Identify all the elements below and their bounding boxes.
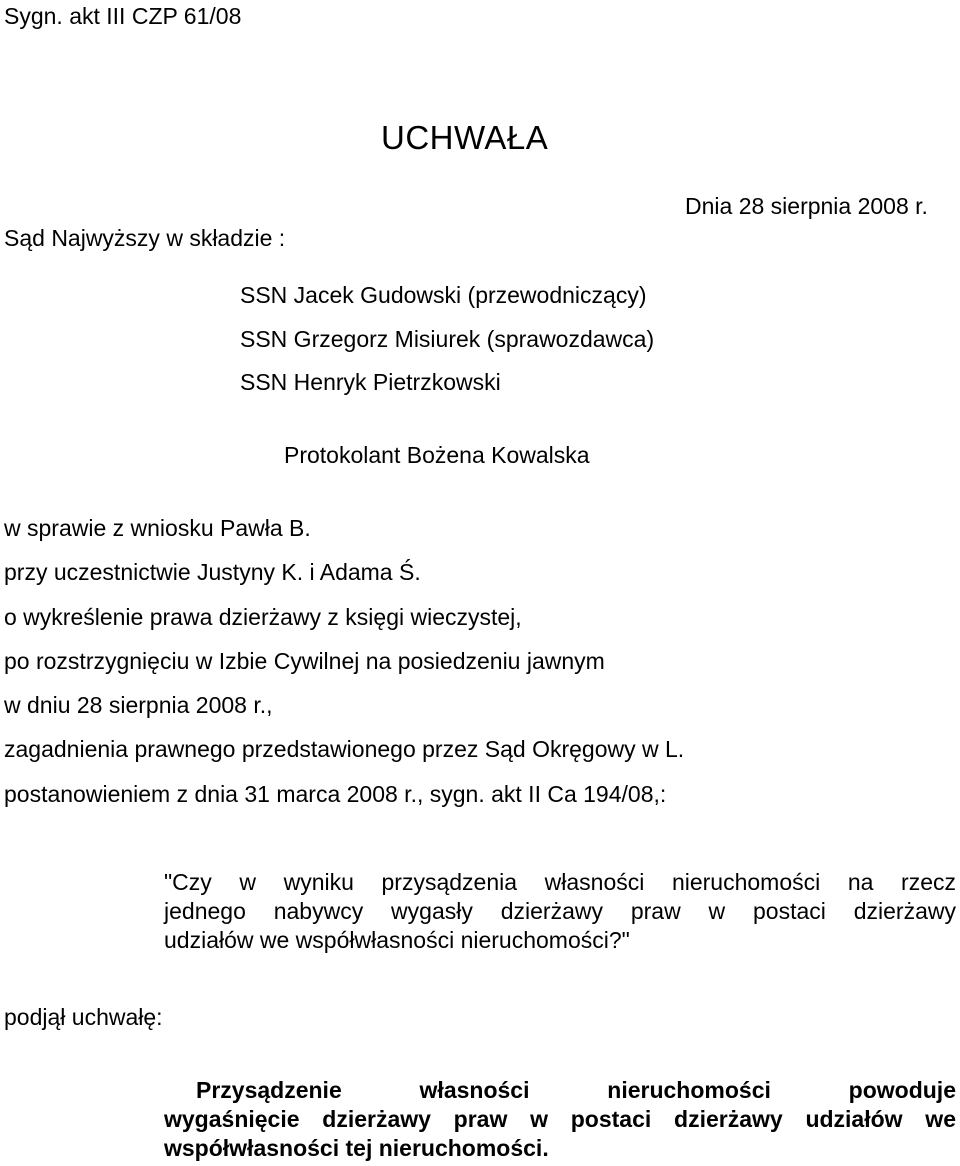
clerk-line: Protokolant Bożena Kowalska [284, 442, 590, 468]
resolution-line: Przysądzenie własności nieruchomości powoduje [196, 1077, 956, 1103]
court-composition-label: Sąd Najwyższy w składzie : [4, 225, 286, 251]
case-detail-line: postanowieniem z dnia 31 marca 2008 r., sygn. akt II Ca 194/08,: [4, 781, 667, 807]
resolution-line: współwłasności tej nieruchomości. [164, 1135, 549, 1161]
judge-line: SSN Jacek Gudowski (przewodniczący) [240, 282, 647, 308]
resolution-label: podjął uchwałę: [4, 1004, 163, 1030]
resolution-line: wygaśnięcie dzierżawy praw w postaci dzierżawy udziałów we [164, 1106, 956, 1132]
question-line: jednego nabywcy wygasły dzierżawy praw w postaci dzierżawy [164, 898, 956, 924]
judge-line: SSN Henryk Pietrzkowski [240, 369, 501, 395]
case-detail-line: w dniu 28 sierpnia 2008 r., [4, 692, 273, 718]
case-reference: Sygn. akt III CZP 61/08 [4, 3, 242, 29]
question-line: "Czy w wyniku przysądzenia własności nieruchomości na rzecz [164, 869, 956, 895]
question-line: udziałów we współwłasności nieruchomości?" [164, 927, 630, 953]
document-title: UCHWAŁA [381, 119, 549, 156]
case-detail-line: przy uczestnictwie Justyny K. i Adama Ś. [4, 559, 421, 585]
legal-question [164, 868, 956, 955]
case-detail-line: w sprawie z wniosku Pawła B. [4, 515, 311, 541]
case-detail-line: o wykreślenie prawa dzierżawy z księgi wieczystej, [4, 604, 522, 630]
case-detail-line: po rozstrzygnięciu w Izbie Cywilnej na posiedzeniu jawnym [4, 648, 605, 674]
date-line: Dnia 28 sierpnia 2008 r. [685, 193, 928, 219]
case-detail-line: zagadnienia prawnego przedstawionego przez Sąd Okręgowy w L. [4, 736, 685, 762]
resolution-text [164, 1076, 956, 1163]
judge-line: SSN Grzegorz Misiurek (sprawozdawca) [240, 326, 655, 352]
